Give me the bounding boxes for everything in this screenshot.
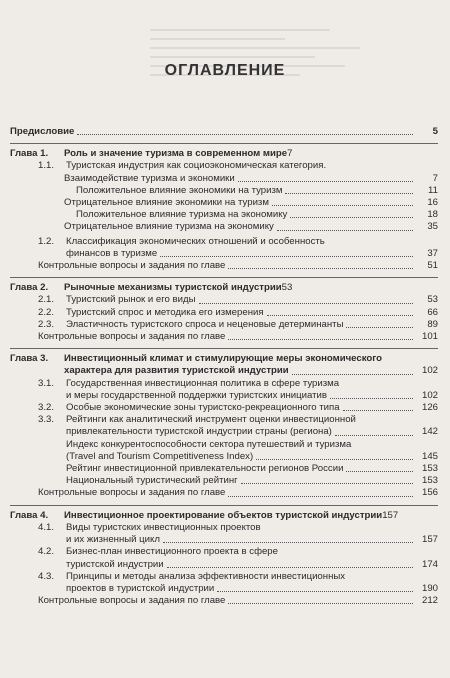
toc-control-3: Контрольные вопросы и задания по главе 156 xyxy=(38,487,438,499)
divider xyxy=(10,505,438,506)
toc-subsection-cont: (Travel and Tourism Competitiveness Index) 145 xyxy=(66,450,438,462)
page-title: ОГЛАВЛЕНИЕ xyxy=(164,62,286,79)
toc-section-3-3: 3.3. Рейтинги как аналитический инструмент оценки инвестиционной xyxy=(38,414,356,426)
toc-subsection: Рейтинг инвестиционной привлекательности регионов России 153 xyxy=(66,463,438,475)
divider xyxy=(10,348,438,349)
divider xyxy=(10,143,438,144)
toc-section-4-1: 4.1. Виды туристских инвестиционных проектов xyxy=(38,521,261,533)
toc-section-2-2: 2.2. Туристский спрос и методика его измерения 66 xyxy=(38,306,438,318)
table-of-contents xyxy=(10,126,438,607)
toc-section-1-2: 1.2. Классификация экономических отношений и особенность xyxy=(38,235,325,247)
toc-section-3-1-cont: и меры государственной поддержки туристских инициатив 102 xyxy=(66,389,438,401)
toc-section-4-3-cont: проектов в туристской индустрии 190 xyxy=(66,582,438,594)
toc-chapter-1: Глава 1. Роль и значение туризма в современном мире 7 xyxy=(10,148,293,160)
toc-chapter-3-cont: характера для развития туристской индустрии 102 xyxy=(64,365,438,377)
toc-chapter-4: Глава 4. Инвестиционное проектирование объектов туристской индустрии 157 xyxy=(10,509,399,521)
toc-section-1-2-cont: финансов в туризме 37 xyxy=(66,247,438,259)
toc-preface: Предисловие 5 xyxy=(10,126,438,137)
toc-section-3-3-cont: привлекательности туристской индустрии страны (региона) 142 xyxy=(66,426,438,438)
toc-subsection: Индекс конкурентоспособности сектора путешествий и туризма xyxy=(66,438,352,450)
toc-section-4-2: 4.2. Бизнес-план инвестиционного проекта в сфере xyxy=(38,546,278,558)
toc-chapter-3: Глава 3. Инвестиционный климат и стимулирующие меры экономического xyxy=(10,353,382,365)
toc-control-2: Контрольные вопросы и задания по главе 101 xyxy=(38,331,438,343)
toc-section-3-1: 3.1. Государственная инвестиционная политика в сфере туризма xyxy=(38,377,340,389)
toc-subsection: Отрицательное влияние туризма на экономику 35 xyxy=(64,221,438,233)
toc-control-4: Контрольные вопросы и задания по главе 212 xyxy=(38,595,438,607)
toc-section-1-1: 1.1. Туристская индустрия как социоэкономическая категория. xyxy=(38,160,327,172)
toc-control-1: Контрольные вопросы и задания по главе 51 xyxy=(38,260,438,272)
toc-chapter-2: Глава 2. Рыночные механизмы туристской индустрии 53 xyxy=(10,282,293,294)
divider xyxy=(10,277,438,278)
toc-subsection: Положительное влияние туризма на экономику 18 xyxy=(76,209,438,221)
toc-subsection: Национальный туристический рейтинг 153 xyxy=(66,475,438,487)
toc-section-2-3: 2.3. Эластичность туристского спроса и неценовые детерминанты 89 xyxy=(38,318,438,330)
toc-section-4-2-cont: туристской индустрии 174 xyxy=(66,558,438,570)
toc-section-4-1-cont: и их жизненный цикл 157 xyxy=(66,534,438,546)
toc-subsection: Взаимодействие туризма и экономики 7 xyxy=(64,172,438,184)
toc-subsection: Положительное влияние экономики на туризм 11 xyxy=(76,184,438,196)
toc-section-2-1: 2.1. Туристский рынок и его виды 53 xyxy=(38,294,438,306)
toc-section-4-3: 4.3. Принципы и методы анализа эффективности инвестиционных xyxy=(38,570,346,582)
toc-section-3-2: 3.2. Особые экономические зоны туристско-рекреационного типа 126 xyxy=(38,402,438,414)
toc-subsection: Отрицательное влияние экономики на туризм 16 xyxy=(64,197,438,209)
